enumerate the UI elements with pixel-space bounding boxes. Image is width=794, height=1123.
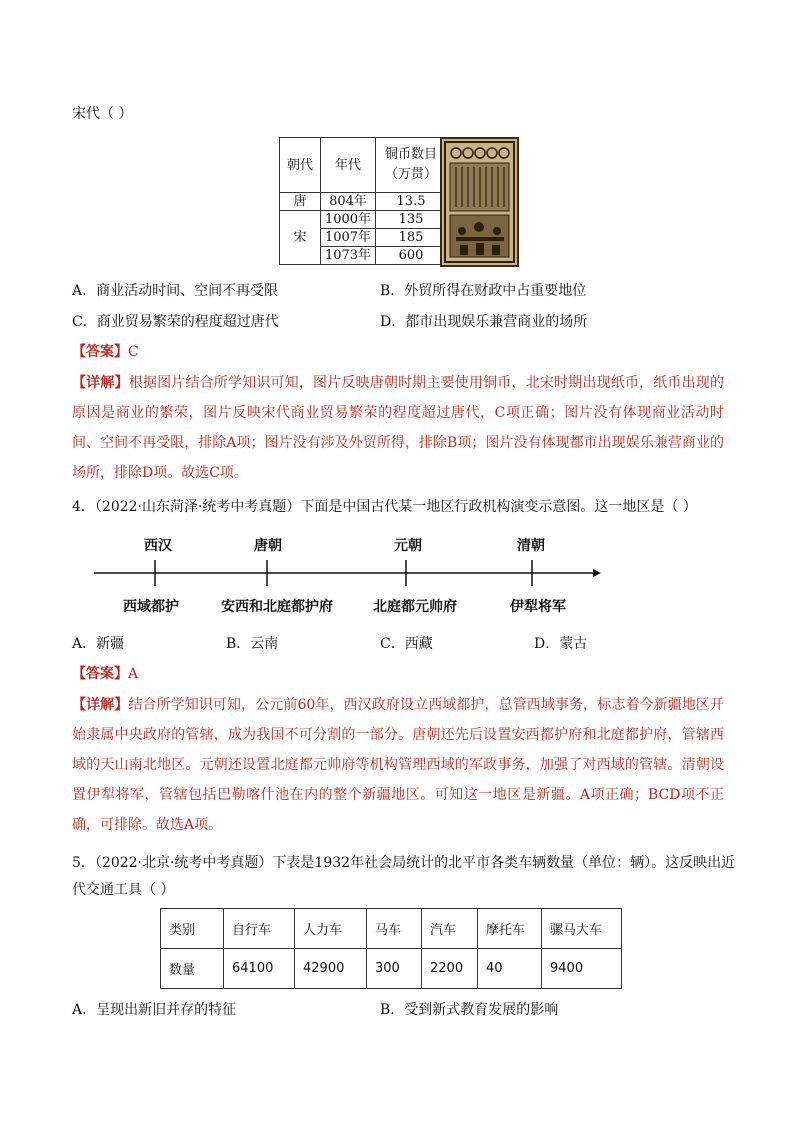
coin-header-line2: （万贯） (384, 167, 437, 182)
coin-header-line1: 铜币数目 (384, 147, 437, 162)
vehicle-header-cell: 类别 (161, 909, 224, 949)
q3-detail (72, 368, 724, 488)
q3-answer (72, 342, 139, 362)
timeline-institution: 北庭都元帅府 (373, 599, 457, 615)
vehicle-data-cell: 64100 (224, 949, 295, 989)
vehicle-header-cell: 人力车 (295, 909, 367, 949)
detail-tag: 【详解】 (72, 697, 129, 713)
coin-cell-year: 804年 (321, 193, 376, 211)
vehicle-data-cell: 40 (478, 949, 542, 989)
q5-option-b: B．受到新式教育发展的影响 (380, 1002, 559, 1018)
coin-table-header-coins (376, 138, 447, 193)
vehicle-header-cell: 马车 (367, 909, 422, 949)
vehicle-header-cell: 摩托车 (478, 909, 542, 949)
timeline-dynasty: 西汉 (144, 538, 172, 554)
vehicle-data-cell: 9400 (542, 949, 622, 989)
coin-table (279, 137, 447, 265)
q4-option-b: B．云南 (226, 636, 279, 652)
q5-stem-line1: 5．（2022·北京·统考中考真题）下表是1932年社会局统计的北平市各类车辆数量（单位：辆）。这反映出近 (72, 855, 736, 871)
q5-option-a: A．呈现出新旧并存的特征 (72, 1002, 237, 1018)
q3-option-c: C．商业贸易繁荣的程度超过唐代 (72, 314, 279, 330)
coin-cell-coins: 185 (376, 229, 447, 247)
detail-tag: 【详解】 (72, 375, 129, 391)
q4-option-a: A．新疆 (72, 636, 125, 652)
coin-cell-coins: 13.5 (376, 193, 447, 211)
coin-cell-dynasty: 唐 (280, 193, 321, 211)
coin-cell-coins: 135 (376, 211, 447, 229)
timeline-axis (90, 560, 605, 590)
answer-value: A (128, 666, 139, 682)
vehicle-header-cell: 汽车 (422, 909, 478, 949)
q4-stem: 4．（2022·山东菏泽·统考中考真题）下面是中国古代某一地区行政机构演变示意图。这一地区是（ ） (72, 499, 697, 515)
q4-option-d: D．蒙古 (534, 636, 588, 652)
vehicle-table (160, 908, 622, 989)
answer-tag: 【答案】 (72, 344, 128, 360)
timeline-dynasty: 清朝 (517, 538, 545, 554)
q4-detail (72, 690, 724, 840)
vehicle-data-cell: 300 (367, 949, 422, 989)
vehicle-data-cell: 42900 (295, 949, 367, 989)
q3-option-b: B．外贸所得在财政中占重要地位 (380, 283, 587, 299)
q3-stem-tail: 宋代（ ） (72, 106, 133, 122)
timeline-dynasty: 元朝 (394, 538, 422, 554)
q5-stem-line2: 代交通工具（ ） (72, 882, 175, 898)
vehicle-data-cell: 2200 (422, 949, 478, 989)
timeline-institution: 伊犁将军 (510, 599, 566, 615)
timeline-dynasty: 唐朝 (254, 538, 282, 554)
coin-cell-year: 1073年 (321, 247, 376, 265)
q4-answer (72, 664, 138, 684)
q4-option-c: C．西藏 (380, 636, 433, 652)
timeline-institution: 安西和北庭都护府 (221, 599, 333, 615)
q3-option-a: A．商业活动时间、空间不再受限 (72, 283, 279, 299)
coin-table-header-year: 年代 (321, 138, 376, 193)
coin-cell-year: 1000年 (321, 211, 376, 229)
coin-cell-year: 1007年 (321, 229, 376, 247)
vehicle-header-cell: 骡马大车 (542, 909, 622, 949)
coin-cell-dynasty: 宋 (280, 211, 321, 265)
timeline-institution: 西域都护 (123, 599, 179, 615)
answer-value: C (128, 344, 139, 360)
answer-tag: 【答案】 (72, 666, 128, 682)
vehicle-data-cell: 数量 (161, 949, 224, 989)
q3-option-d: D．都市出现娱乐兼营商业的场所 (380, 314, 588, 330)
banknote-illustration (442, 139, 517, 265)
detail-text: 结合所学知识可知，公元前60年，西汉政府设立西域都护，总管西域事务，标志着今新疆地区开始隶属中央政府的管辖，成为我国不可分割的一部分。唐朝还先后设置安西都护府和北庭都护府，管辖西域的天山南北地区。元朝还设置北庭都元帅府等机构管理西域的军政事务，加强了对西域的管辖。清朝设置伊犁将军，管辖包括巴勒喀什池在内的整个新疆地区。可知这一地区是新疆。A项正确；BCD项不正确，可排除。故选A项。 (72, 697, 725, 833)
detail-text: 根据图片结合所学知识可知，图片反映唐朝时期主要使用铜币，北宋时期出现纸币，纸币出现的原因是商业的繁荣，图片反映宋代商业贸易繁荣的程度超过唐代，C项正确；图片没有体现商业活动时间、空间不再受限，排除A项；图片没有涉及外贸所得，排除B项；图片没有体现都市出现娱乐兼营商业的场所，排除D项。故选C项。 (72, 375, 725, 481)
vehicle-header-cell: 自行车 (224, 909, 295, 949)
jiaozi-banknote-image (440, 137, 519, 267)
coin-table-header-dynasty: 朝代 (280, 138, 321, 193)
coin-cell-coins: 600 (376, 247, 447, 265)
